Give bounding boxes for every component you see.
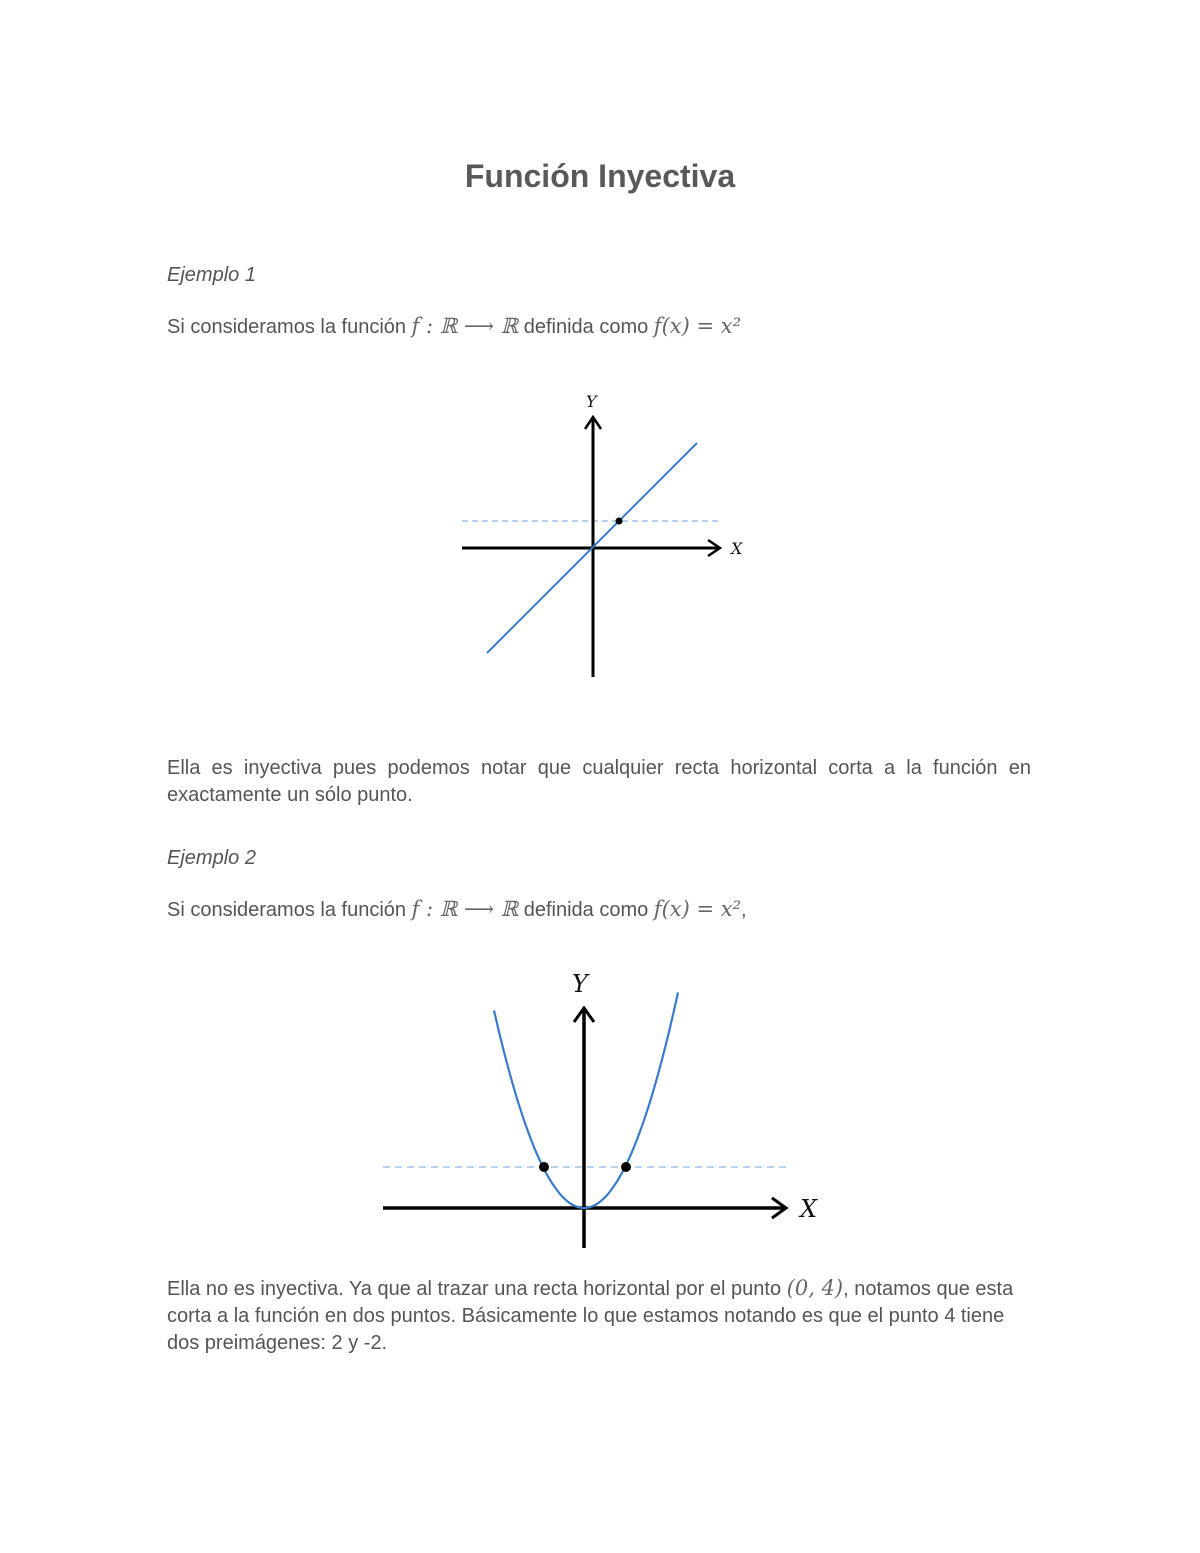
math-function-definition: f(x) = x²	[653, 314, 742, 338]
quadratic-function-graph	[0, 960, 1200, 1260]
y-axis-label: Y	[586, 392, 597, 411]
x-axis-label: X	[800, 1195, 818, 1223]
intersection-point	[616, 518, 623, 525]
intro-text-2: definida como	[523, 899, 649, 921]
example-2-heading: Ejemplo 2	[167, 847, 256, 869]
y-axis-label: Y	[572, 970, 588, 998]
math-point: (0, 4)	[786, 1276, 844, 1300]
conclusion-text-2: , notamos que esta corta a la función en dos puntos. Básicamente lo que estamos notando es que el punto 4 tiene dos preimágenes: 2 y -2.	[167, 1278, 1014, 1354]
intro-text-2: definida como	[523, 316, 649, 338]
trailing-comma: ,	[741, 899, 747, 921]
conclusion-text-1: Ella no es inyectiva. Ya que al trazar una recta horizontal por el punto	[167, 1278, 782, 1300]
intro-text: Si consideramos la función	[167, 899, 407, 921]
example-1-intro	[167, 314, 741, 339]
example-2-conclusion	[167, 1275, 1031, 1357]
math-function-map: f : ℝ ⟶ ℝ	[411, 314, 519, 338]
example-1-heading: Ejemplo 1	[167, 264, 256, 286]
math-function-definition: f(x) = x²	[653, 897, 742, 921]
intersection-point-left	[539, 1162, 549, 1172]
intro-text: Si consideramos la función	[167, 316, 407, 338]
intersection-point-right	[621, 1162, 631, 1172]
page-title: Función Inyectiva	[464, 158, 736, 194]
parabola-curve	[494, 993, 678, 1209]
linear-function-graph	[0, 385, 1200, 705]
example-2-intro	[167, 897, 747, 922]
math-function-map: f : ℝ ⟶ ℝ	[411, 897, 519, 921]
x-axis-label: X	[731, 539, 743, 558]
example-1-conclusion: Ella es inyectiva pues podemos notar que cualquier recta horizontal corta a la función en exactamente un sólo punto.	[167, 757, 1031, 806]
